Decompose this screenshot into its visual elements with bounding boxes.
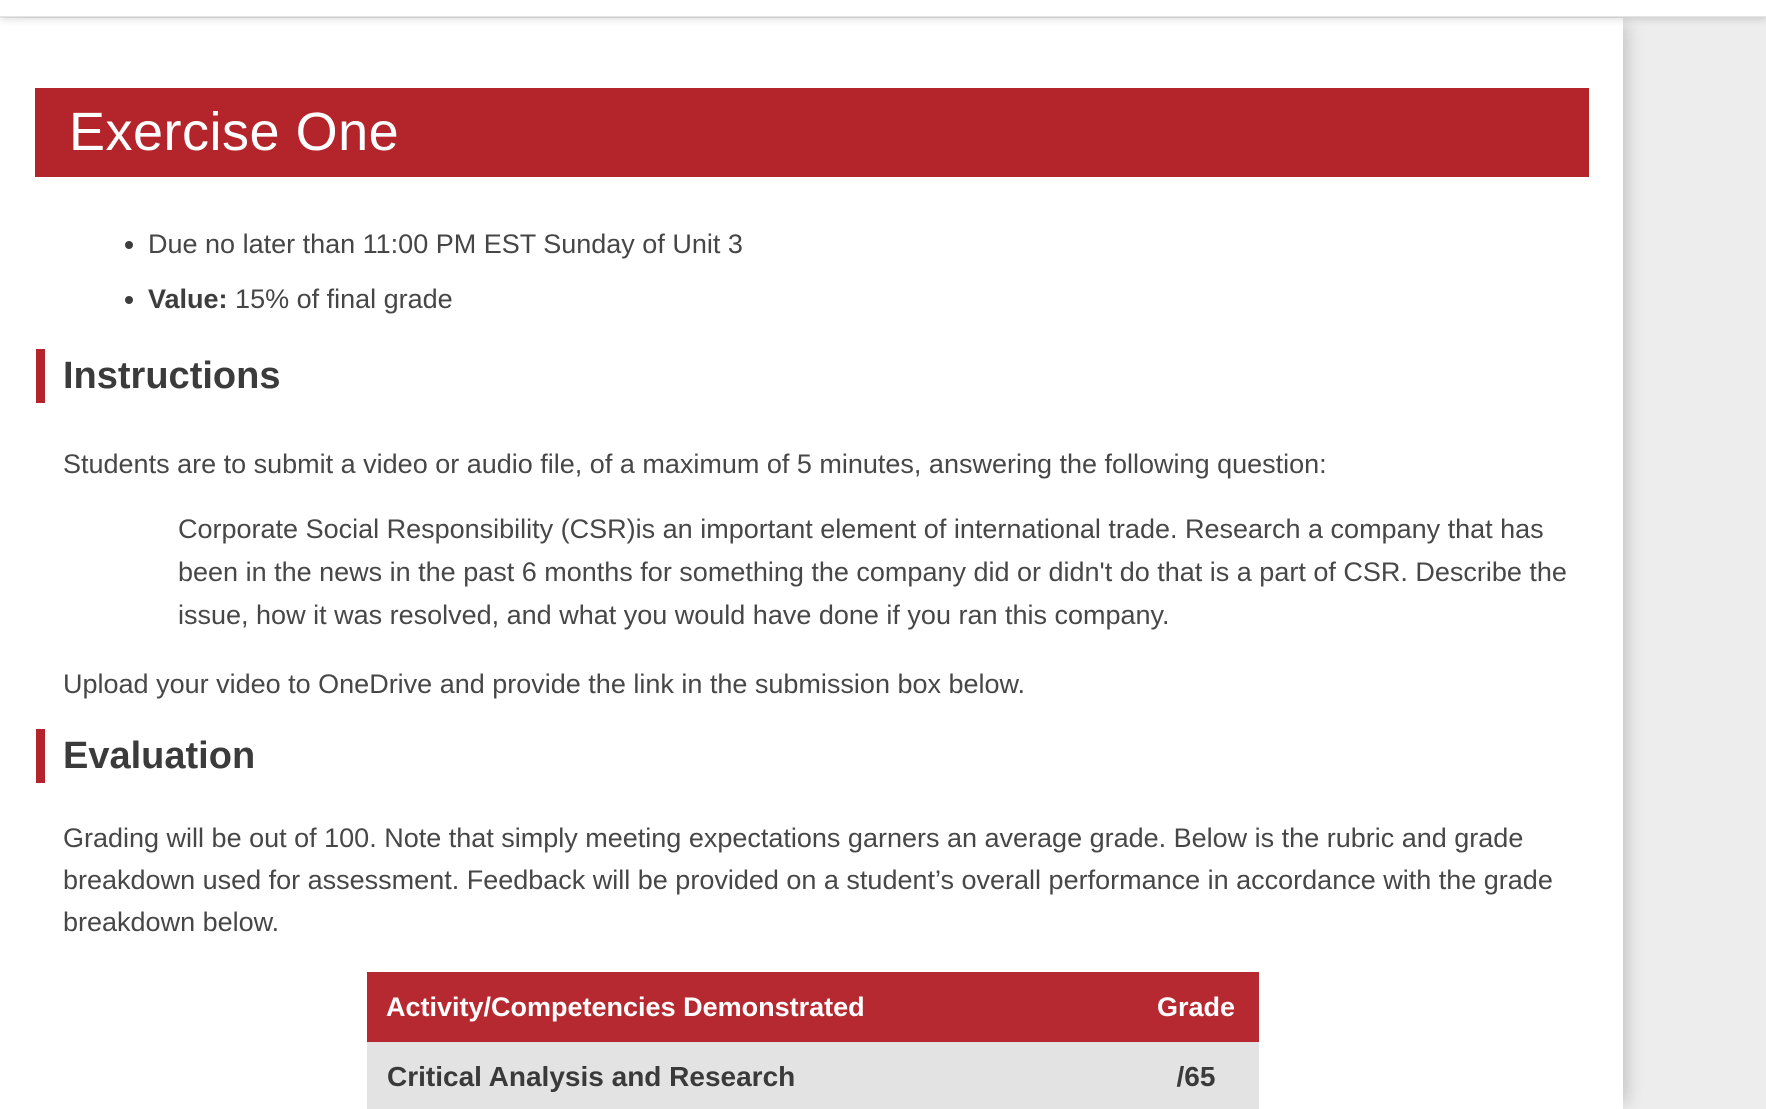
evaluation-heading: Evaluation <box>36 729 1589 783</box>
instructions-intro: Students are to submit a video or audio file, of a maximum of 5 minutes, answering the following question: <box>63 449 1327 479</box>
page-title: Exercise One <box>69 102 400 162</box>
table-row <box>367 1042 1259 1109</box>
content-card <box>0 18 1623 1109</box>
rubric-header-grade: Grade <box>1133 972 1259 1042</box>
due-date-text: Due no later than 11:00 PM EST Sunday of Unit 3 <box>148 229 743 259</box>
rubric-cell-activity: Critical Analysis and Research <box>367 1042 1133 1109</box>
due-date-item <box>148 223 1589 265</box>
upload-note: Upload your video to OneDrive and provide the link in the submission box below. <box>63 669 1026 699</box>
rubric-header-row <box>367 972 1259 1042</box>
rubric-table-header <box>367 972 1259 1042</box>
document-content <box>0 88 1623 1109</box>
value-label: Value: <box>148 284 228 314</box>
rubric-cell-grade: /65 <box>1133 1042 1259 1109</box>
question-blockquote: Corporate Social Responsibility (CSR)is an important element of international trade. Research a company that has been in the news in the past 6 months for something the company did or didn't do that is a part of CSR. Describe the issue, how it was resolved, and what you would have done if you ran this company. <box>178 514 1567 630</box>
assignment-meta-list <box>120 223 1589 320</box>
rubric-header-activity: Activity/Competencies Demonstrated <box>367 972 1133 1042</box>
rubric-table <box>367 972 1259 1109</box>
value-item <box>148 278 1589 320</box>
page-title-banner <box>35 88 1589 177</box>
rubric-table-body <box>367 1042 1259 1109</box>
top-bar <box>0 0 1766 17</box>
value-text: 15% of final grade <box>227 284 453 314</box>
instructions-heading: Instructions <box>36 349 1589 403</box>
evaluation-intro: Grading will be out of 100. Note that simply meeting expectations garners an average grade. Below is the rubric and grade breakdown used for assessment. Feedback will be provided on a student’s overall performance in accordance with the grade breakdown below. <box>63 823 1553 937</box>
